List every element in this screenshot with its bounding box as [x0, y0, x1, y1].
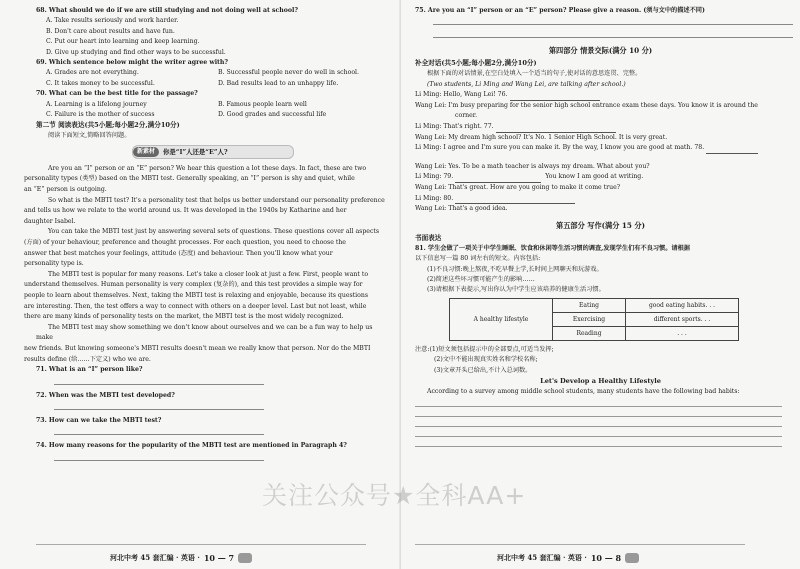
part4-title: 第四部分 情景交际(满分 10 分) — [548, 46, 653, 56]
blank-80[interactable] — [455, 196, 575, 204]
passage-line: an “E” person is outgoing. — [24, 186, 107, 194]
q69-option-d: D. Bad results lead to an unhappy life. — [218, 79, 339, 87]
table-cell: Exercising — [553, 312, 626, 326]
q69-option-a: A. Grades are not everything. — [46, 69, 139, 77]
note-line: 注意:(1)短文须包括提示中的全部要点,可适当发挥; — [415, 345, 554, 353]
q71: 71. What is an “I” person like? — [36, 366, 143, 374]
q73: 73. How can we take the MBTI test? — [36, 416, 162, 424]
footer-text: 河北中考 45 套汇编 · 英语 · — [497, 553, 587, 562]
passage-line: So what is the MBTI test? It's a personality test that helps us better understand our personality preference — [48, 196, 385, 204]
table-cell: different sports. . . — [626, 312, 739, 326]
q68-option-c: C. Put our heart into learning and keep learning. — [46, 38, 200, 46]
dialog-instructions: 根据下面的对话情景,在空白处填入一个适当的句子,使对话的意思连贯、完整。 — [427, 70, 642, 78]
q81-line: (3)请根据下表提示,写出你认为中学生应该培养的健康生活习惯。 — [427, 286, 605, 294]
habits-table — [449, 298, 739, 341]
blank-79[interactable] — [455, 175, 541, 183]
q68-option-a: A. Take results seriously and work harder. — [46, 17, 179, 25]
dialog-text: Li Ming: 80. — [415, 194, 454, 202]
passage-title: 你是“I”人还是“E”人? — [163, 148, 228, 157]
passage-paragraph — [24, 164, 390, 196]
passage-paragraph — [24, 196, 390, 228]
writing-line[interactable] — [415, 397, 782, 407]
q74: 74. How many reasons for the popularity of the MBTI test are mentioned in Paragraph 4? — [36, 442, 347, 450]
q70-stem: 70. What can be the best title for the passage? — [36, 90, 198, 98]
dialog-text: Wang Lei: Yes. To be a math teacher is always my dream. What about you? — [415, 162, 650, 170]
writing-section: 书面表达 — [415, 233, 442, 242]
q69-options-row1 — [36, 68, 390, 78]
passage-line: and tells us how we relate to the world around us. It was developed in the 1940s by Katharine and her — [24, 207, 347, 215]
q72-answer-line[interactable] — [54, 403, 264, 410]
passage-line: are interesting. Then, the test offers a way to connect with others on a deeper level. Last but not least, while — [24, 302, 367, 310]
q69-option-c: C. It takes money to be successful. — [46, 79, 155, 87]
q81-line: 以下信息写一篇 80 词左右的短文。内容包括: — [415, 255, 541, 263]
passage-line: new friends. But knowing someone's MBTI results doesn't mean we really know that person. Nor do the MBTI — [24, 344, 371, 352]
table-cell: good eating habits. . . — [626, 298, 739, 312]
dialog-line — [415, 111, 786, 122]
left-footer — [110, 553, 252, 563]
q73-answer-line[interactable] — [54, 428, 264, 435]
footer-text: 河北中考 45 套汇编 · 英语 · — [110, 553, 200, 562]
q68-stem: 68. What should we do if we are still studying and not doing well at school? — [36, 7, 298, 14]
dialog-line — [415, 162, 786, 173]
footer-rule — [415, 544, 745, 545]
q70-option-a: A. Learning is a lifelong journey — [46, 100, 147, 108]
q81-line: 81. 学生会做了一项关于中学生睡眠、饮食和休闲等生活习惯的调查,发现学生们有不良习惯。请根据 — [415, 244, 690, 252]
dialog-line-78 — [415, 143, 786, 154]
writing-line[interactable] — [415, 417, 782, 427]
page-number: 10 — 8 — [590, 553, 622, 563]
blank-76[interactable] — [510, 93, 600, 101]
note-line: (3)文章开头已给出,不计入总词数。 — [434, 366, 532, 374]
writing-line[interactable] — [415, 427, 782, 437]
dialog-section: 补全对话(共5小题;每小题2分,满分10分) — [415, 59, 537, 68]
dialog-line — [415, 133, 786, 144]
passage-line: Are you an “I” person or an “E” person? We hear this question a lot these days. In fact, these are two — [48, 164, 367, 172]
q72: 72. When was the MBTI test developed? — [36, 391, 175, 399]
q68-option-b: B. Don't care about results and have fun. — [46, 27, 175, 35]
passage-paragraph — [24, 270, 390, 323]
logo-icon — [625, 553, 639, 563]
q75-answer-line-2[interactable] — [433, 31, 793, 38]
table-cell: Eating — [553, 298, 626, 312]
page-number: 10 — 7 — [203, 553, 235, 563]
watermark: 关注公众号★全科AA+ — [262, 481, 527, 510]
q74-answer-line[interactable] — [54, 454, 264, 461]
passage-line: The MBTI test may show something we don't know about ourselves and we can be a fun way to help us make — [36, 323, 373, 342]
dialog-text: corner. — [455, 112, 478, 120]
dialog-text: Li Ming: 79. — [415, 173, 454, 181]
q81-line: (2)简述这些坏习惯可能产生的影响…… — [427, 275, 535, 283]
blank-78[interactable] — [706, 146, 758, 154]
passage-line: understand themselves. Human personality is very complex (复杂的), and this test provides a simple way for — [24, 281, 363, 289]
q70-option-b: B. Famous people learn well — [218, 100, 307, 108]
dialog-line-79 — [415, 172, 786, 183]
q69-options-row2 — [36, 79, 390, 89]
q69-option-b: B. Successful people never do well in school. — [218, 69, 360, 77]
passage-paragraph — [24, 323, 390, 365]
dialog-line-77 — [415, 122, 786, 133]
right-footer — [497, 553, 639, 563]
passage — [24, 164, 390, 365]
passage-line: daughter Isabel. — [24, 217, 76, 225]
dialog-context: (Two students, Li Ming and Wang Lei, are talking after school.) — [427, 80, 626, 88]
table-cell: Reading — [553, 326, 626, 340]
passage-line: (方面) of your behaviour, preference and thought processes. For each question, you need to choose the — [24, 239, 346, 247]
q71-answer-line[interactable] — [54, 378, 264, 385]
passage-banner — [132, 145, 294, 159]
passage-line: answer that best matches your feelings, attitude (态度) and behaviour. Then you'll know what your — [24, 249, 333, 257]
q75: 75. Are you an “I” person or an “E” person? Please give a reason. (须与文中的描述不同) — [415, 7, 705, 14]
part5-title: 第五部分 写作(满分 15 分) — [556, 220, 645, 230]
passage-line: results define (给……下定义) who we are. — [24, 355, 151, 363]
table-cell: . . . — [626, 326, 739, 340]
essay-start: According to a survey among middle school students, many students have the following bad habits: — [427, 388, 740, 395]
passage-line: personality type is. — [24, 260, 84, 268]
q69-stem: 69. Which sentence below might the writer agree with? — [36, 59, 229, 67]
q75-answer-line-1[interactable] — [433, 18, 793, 25]
q70-options-row2 — [36, 110, 390, 120]
q70-options-row1 — [36, 100, 390, 110]
passage-line: The MBTI test is popular for many reasons. Let's take a closer look at just a few. First, people want to — [48, 270, 369, 278]
section2-heading: 第二节 阅读表达(共5小题;每小题2分,满分10分) — [36, 121, 180, 130]
dialog-text: Wang Lei: My dream high school? It's No. 1 Senior High School. It is very great. — [415, 133, 668, 141]
q70-option-d: D. Good grades and successful life — [218, 111, 327, 119]
dialog-line — [415, 183, 786, 194]
writing-line[interactable] — [415, 407, 782, 417]
passage-line: You can take the MBTI test just by answering several sets of questions. These questions cover all aspects — [48, 228, 380, 236]
q70-option-c: C. Failure is the mother of success — [46, 111, 155, 119]
q68-option-d: D. Give up studying and find other ways to be successful. — [46, 48, 226, 56]
new-material-tag: 新素材 — [133, 147, 159, 157]
dialog-text: You know I am good at writing. — [545, 173, 644, 181]
passage-paragraph — [24, 227, 390, 269]
dialog-text: Li Ming: Hello, Wang Lei! 76. — [415, 91, 508, 99]
passage-line: personality types (类型) based on the MBTI test. Generally speaking, an “I” person is shy and quiet, while — [24, 175, 355, 183]
note-line: (2)文中不能出现真实姓名和学校名称; — [434, 356, 538, 364]
dialog-line-76 — [415, 90, 786, 101]
dialog-line-80 — [415, 194, 786, 205]
dialog-text: Li Ming: I agree and I'm sure you can make it. By the way, I know you are good at math. 78. — [415, 144, 705, 152]
essay-title: Let's Develop a Healthy Lifestyle — [540, 377, 661, 385]
passage-line: there are many kinds of personality tests on the market, the MBTI test is the most widely recognized. — [24, 313, 344, 321]
writing-line[interactable] — [415, 437, 782, 447]
dialog-line — [415, 101, 786, 112]
passage-line: people to learn about themselves. Next, taking the MBTI test is relaxing and enjoyable, because its questions — [24, 292, 369, 299]
dialog-text: Wang Lei: That's great. How are you going to make it come true? — [415, 183, 621, 191]
blank-77[interactable] — [496, 125, 616, 133]
q81-line: (1)不良习惯:晚上熬夜,不吃早餐上学,长时间上网聊天和玩游戏。 — [427, 265, 603, 273]
dialog-text: Li Ming: That's right. 77. — [415, 123, 494, 130]
section2-instructions: 阅读下面短文,简略回答问题。 — [48, 132, 131, 140]
logo-icon — [238, 553, 252, 563]
footer-rule — [36, 544, 366, 545]
dialog-text: Wang Lei: I'm busy preparing for the senior high school entrance exam these days. You know it is around the — [415, 101, 758, 109]
dialog-line — [415, 204, 786, 215]
table-label: A healthy lifestyle — [450, 298, 553, 340]
dialog-text: Wang Lei: That's a good idea. — [415, 205, 508, 213]
